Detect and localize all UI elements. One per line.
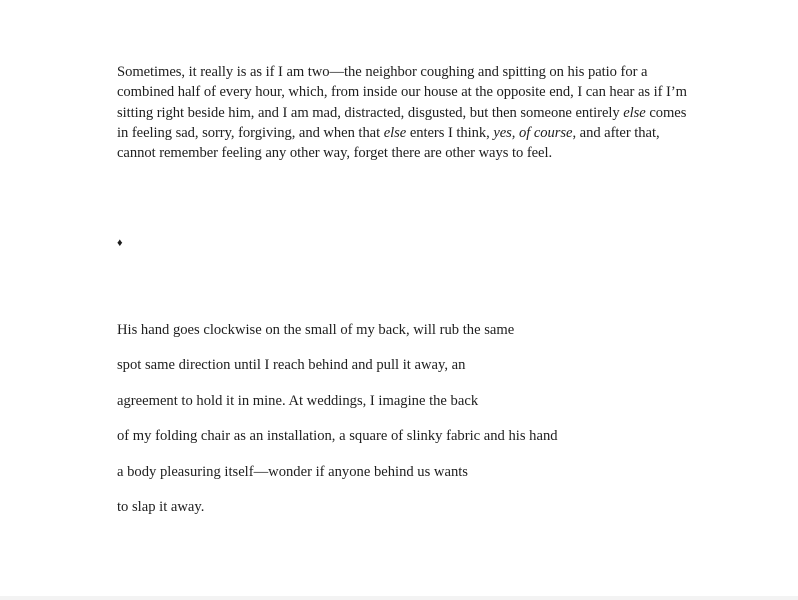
- prose-italic-yes-of-course: yes, of course: [493, 124, 573, 141]
- poem-line: spot same direction until I reach behind and pull it away, an: [117, 357, 466, 374]
- poem-line: His hand goes clockwise on the small of my back, will rub the same: [117, 322, 515, 338]
- prose-text-3: enters I think,: [406, 124, 494, 141]
- prose-text-4: , and after that, cannot remember feeling any other way, forget there are other ways to feel.: [117, 124, 660, 162]
- prose-italic-else-1: else: [623, 104, 646, 121]
- prose-text-1: Sometimes, it really is as if I am two—the neighbor coughing and spitting on his patio for a combined half of every hour, which, from inside our house at the opposite end, I can hear as if I’m sitting right beside him, and I am mad, distracted, disgusted, but then someone entirely: [117, 64, 687, 121]
- poem-line: a body pleasuring itself—wonder if anyone behind us wants: [117, 463, 468, 480]
- page-bottom-edge: [0, 596, 798, 600]
- poem-line: of my folding chair as an installation, a square of slinky fabric and his hand: [117, 428, 558, 445]
- prose-text-2: comes in feeling sad, sorry, forgiving, and when that: [117, 104, 687, 141]
- prose-paragraph: [117, 62, 697, 163]
- poem-line: agreement to hold it in mine. At weddings, I imagine the back: [117, 392, 479, 409]
- poem-line: to slap it away.: [117, 498, 205, 515]
- poem-stanza: [117, 320, 558, 532]
- section-separator-diamond: ♦: [117, 237, 123, 249]
- prose-italic-else-2: else: [383, 124, 407, 141]
